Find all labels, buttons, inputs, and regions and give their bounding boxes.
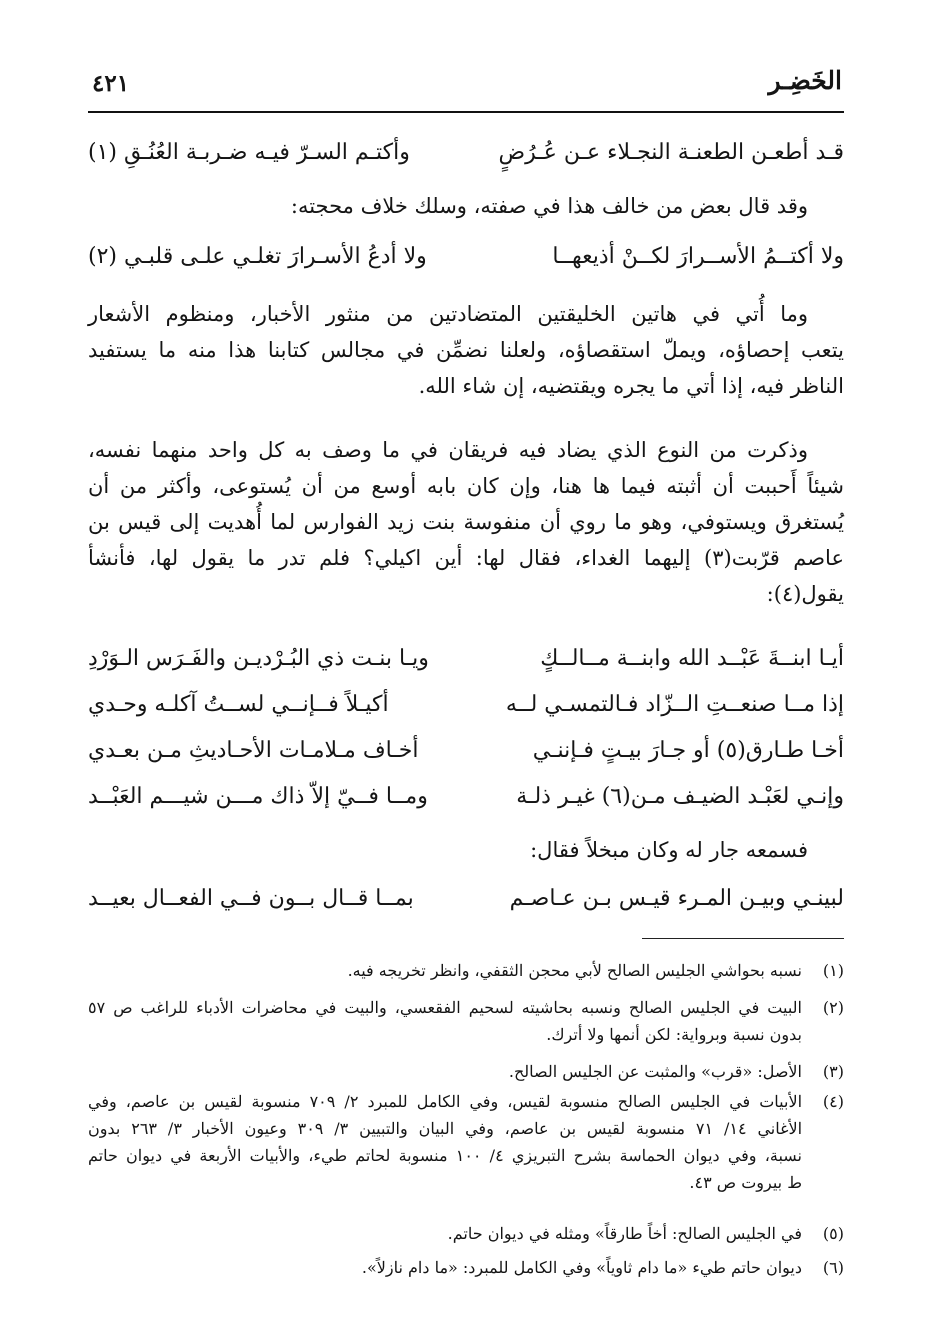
footnote	[88, 1058, 844, 1085]
text-line: وقد قال بعض من خالف هذا في صفته، وسلك خلاف محجته:	[290, 194, 808, 218]
footnote-number: (٤)	[822, 1092, 844, 1111]
text-line: وذكرت من النوع الذي يضاد فيه فريقان في ما وصف به كل واحد منهما نفسه،	[88, 438, 808, 462]
footnote-number: (٢)	[822, 998, 844, 1017]
page-number: ٤٢١	[92, 70, 130, 97]
verse-second-hemistich: بمــا قــال بــون فــي الفعــال بعيــد	[88, 886, 414, 911]
running-header-title: الخَضِـر	[768, 66, 842, 95]
footnote	[88, 994, 844, 1048]
text-line: فسمعه جار له وكان مبخلاً فقال:	[530, 838, 808, 862]
footnote-text: البيت في الجليس الصالح ونسبه بحاشيته لسحيم الفقعسي، والبيت في محاضرات الأدباء للراغب ص ٥٧	[88, 998, 802, 1017]
verse-second-hemistich: ولا أدعُ الأسـرارَ تغلـي علـى قلبـي (٢)	[88, 244, 427, 269]
footnote-text: الأبيات في الجليس الصالح منسوبة لقيس، وفي الكامل للمبرد ٢/ ٧٠٩ منسوبة لقيس بن عاصم، وفي	[88, 1092, 803, 1111]
footnote-text: في الجليس الصالح: أخاً طارقاً» ومثله في ديوان حاتم.	[447, 1224, 802, 1243]
footnote	[88, 1220, 844, 1247]
footnote-text: بدون نسبة وبرواية: لكن أنمها ولا أترك.	[546, 1025, 802, 1044]
footnote	[88, 1088, 844, 1196]
verse-first-hemistich: قـد أطعـن الطعنـة النجـلاء عـن عُـرُضٍ	[498, 140, 844, 165]
verse-line	[88, 886, 844, 930]
poem-verse	[88, 692, 844, 736]
footnote-text: نسبة، وفي ديوان الحماسة بشرح التبريزي ٤/ ١٠٠ منسوبة لحاتم طيء، والأبيات الأربعة في ديوان حاتم	[88, 1146, 802, 1165]
poem-verse	[88, 646, 844, 690]
verse-first-hemistich: وإنـي لعَبْـد الضيـف مـن(٦) غيـر ذلـة	[516, 784, 844, 809]
verse-first-hemistich: ولا أكتــمُ الأســرارَ لكــنْ أذيعهــا	[552, 244, 844, 269]
text-line: يقول(٤):	[766, 582, 844, 606]
header-rule	[88, 111, 844, 113]
footnote-number: (٥)	[822, 1224, 844, 1243]
footnote-number: (٦)	[822, 1258, 844, 1277]
verse-second-hemistich: ومــا فــيّ إلاّ ذاك مـــن شيـــم العَبْــد	[88, 784, 428, 809]
footnote-text: ديوان حاتم طيء «ما دام ثاوياً» وفي الكامل للمبرد: «ما دام نازلاً».	[361, 1258, 802, 1277]
footnote-text: الأغاني ١٤/ ٧١ منسوبة لقيس بن عاصم، وفي البيان والتبيين ٣/ ٣٠٩ وعيون الأخبار ٣/ ٢٦٣ بدون	[88, 1119, 803, 1138]
verse-first-hemistich: أخـا طـارق(٥) أو جـارَ بيـتٍ فـإننـي	[532, 738, 844, 763]
verse-first-hemistich: إذا مــا صنعــتِ الــزّاد فـالتمسـي لــه	[505, 692, 844, 717]
text-line: يتعب إحصاؤه، ويملّ استقصاؤه، ولعلنا نضمِّن في مجالس كتابنا هذا منه ما يستفيد	[88, 338, 844, 362]
footnote	[88, 957, 844, 984]
text-line: الناظر فيه، إذا أتي ما يجره ويقتضيه، إن شاء الله.	[418, 374, 844, 398]
text-line: عاصم قرّبت(٣) إليهما الغداء، فقال لها: أين اكيلي؟ فلم تدر ما يقول لها، فأنشأ	[88, 546, 844, 570]
verse-second-hemistich: وأكتـم السـرّ فيـه ضـربـة العُنُـقِ (١)	[88, 140, 410, 165]
footnote-number: (١)	[822, 961, 844, 980]
poem-verse	[88, 738, 844, 782]
poem-verse	[88, 784, 844, 828]
footnote-number: (٣)	[822, 1062, 844, 1081]
text-line: يُستغرق ويستوفي، وهو ما روي أن منفوسة بنت زيد الفوارس لما أُهديت إلى قيس بن	[88, 510, 844, 534]
footnote-text: نسبه بحواشي الجليس الصالح لأبي محجن الثقفي، وانظر تخريجه فيه.	[347, 961, 802, 980]
text-line: وما أُتي في هاتين الخليقتين المتضادتين من منثور الأخبار، ومنظوم الأشعار	[88, 302, 808, 326]
verse-first-hemistich: أيـا ابنــةَ عَبْــد الله وابنــة مــالــكٍ	[540, 646, 844, 671]
verse-first-hemistich: لبينـي وبيـن المـرء قيـس بـن عـاصـم	[509, 886, 844, 911]
verse-second-hemistich: ويـا بنـت ذي البُـرْديـن والفَـرَس الـوَرْدِ	[88, 646, 429, 671]
footnote	[88, 1254, 844, 1281]
verse-line	[88, 140, 844, 184]
verse-line	[88, 244, 844, 288]
verse-second-hemistich: أخـاف مـلامـات الأحـاديثِ مـن بعـدي	[88, 738, 419, 763]
text-line: شيئاً أَحببت أن أثبته فيما ها هنا، وإن كان بابه أوسع من أن يُستوعى، وأكثر من أن	[88, 474, 844, 498]
footnote-text: الأصل: «قرب» والمثبت عن الجليس الصالح.	[508, 1062, 802, 1081]
verse-second-hemistich: أكيـلاً فــإنــي لســتُ آكلـه وحـدي	[88, 692, 389, 717]
footnote-text: ط بيروت ص ٤٣.	[689, 1173, 802, 1192]
footnote-rule	[642, 938, 844, 939]
